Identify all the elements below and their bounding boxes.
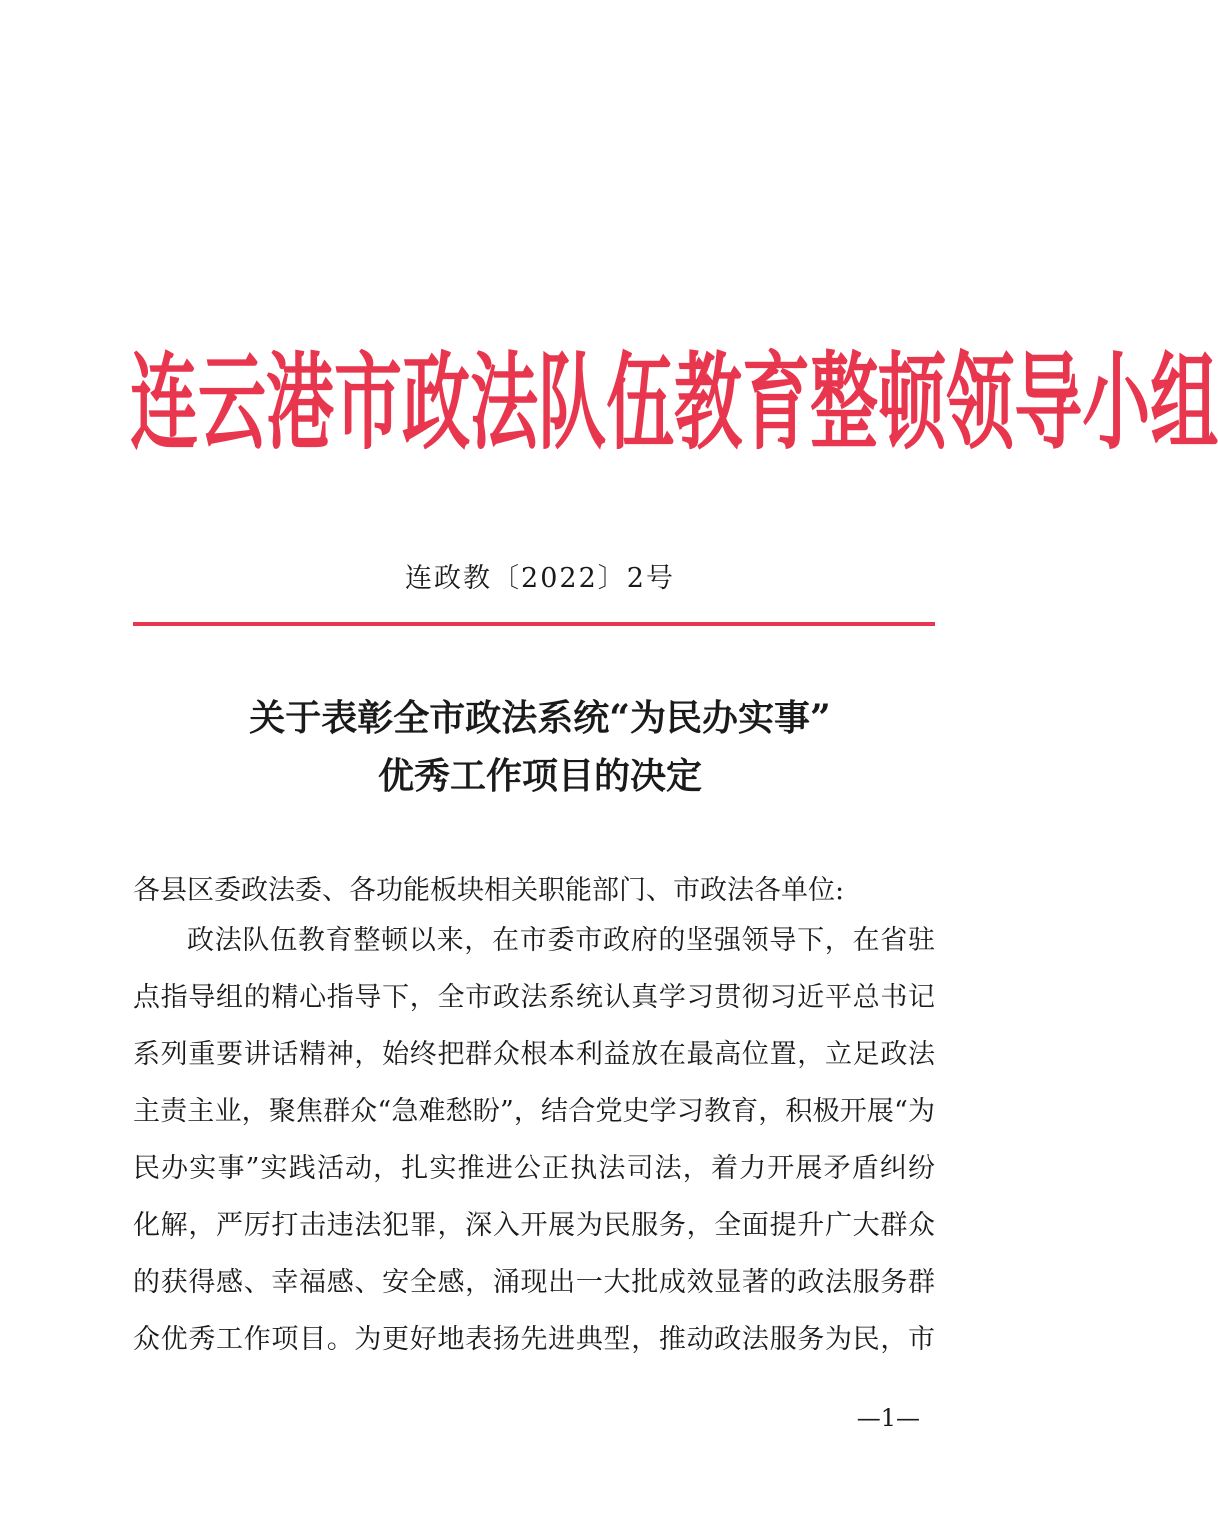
page-number: —1— [856,1404,920,1432]
masthead-char: 领 [946,343,1015,466]
masthead-char: 整 [810,343,879,466]
masthead-char: 队 [538,343,607,466]
masthead-red-header [130,343,1218,466]
masthead-char: 育 [742,343,811,466]
body-line: 民办实事”实践活动，扎实推进公正执法司法，着力开展矛盾纠纷 [133,1153,935,1184]
body-line: 的获得感、幸福感、安全感，涌现出一大批成效显著的政法服务群 [133,1267,935,1298]
body-line: 政法队伍教育整顿以来，在市委市政府的坚强领导下，在省驻 [187,925,935,956]
masthead-char: 导 [1014,343,1083,466]
body-line: 化解，严厉打击违法犯罪，深入开展为民服务，全面提升广大群众 [133,1210,935,1241]
body-line: 众优秀工作项目。为更好地表扬先进典型，推动政法服务为民，市 [133,1324,935,1355]
masthead-char: 法 [470,343,539,466]
body-line: 系列重要讲话精神，始终把群众根本利益放在最高位置，立足政法 [133,1039,935,1070]
body-line: 点指导组的精心指导下，全市政法系统认真学习贯彻习近平总书记 [133,982,935,1013]
masthead-char: 顿 [878,343,947,466]
masthead-char: 连 [130,343,199,466]
masthead-char: 政 [402,343,471,466]
masthead-char: 港 [266,343,335,466]
masthead-char: 小 [1082,343,1151,466]
red-divider-line [133,622,935,626]
masthead-char: 伍 [606,343,675,466]
document-number: 连政教〔2022〕2号 [405,563,675,594]
document-title-line-1: 关于表彰全市政法系统“为民办实事” [249,697,831,739]
masthead-char: 组 [1150,343,1218,466]
masthead-char: 教 [674,343,743,466]
masthead-char: 市 [334,343,403,466]
body-line: 主责主业，聚焦群众“急难愁盼”，结合党史学习教育，积极开展“为 [133,1096,935,1127]
document-title-line-2: 优秀工作项目的决定 [377,755,702,797]
addressee: 各县区委政法委、各功能板块相关职能部门、市政法各单位: [133,875,845,906]
masthead-char: 云 [198,343,267,466]
